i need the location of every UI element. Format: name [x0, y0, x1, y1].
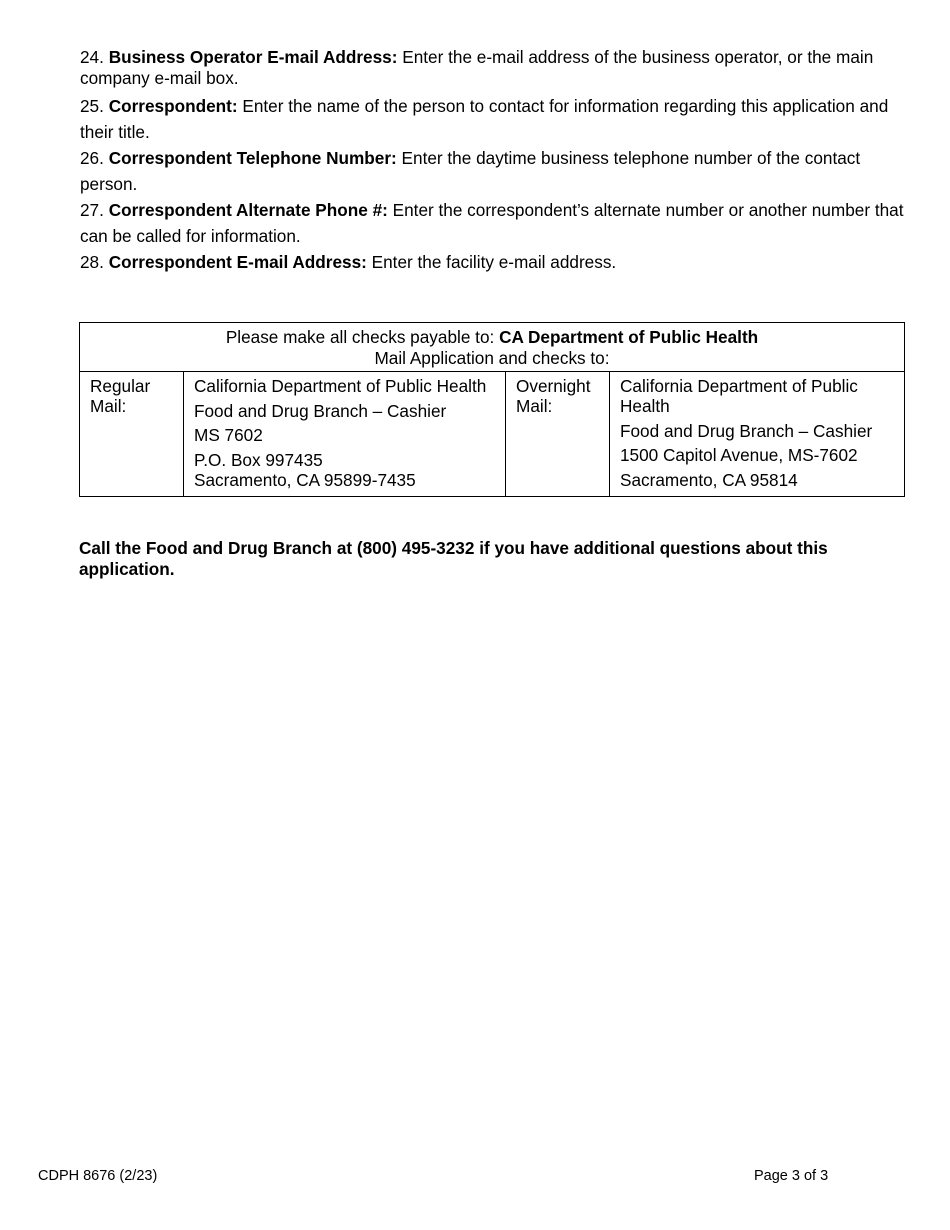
- mail-to-line: Mail Application and checks to:: [374, 348, 610, 368]
- overnight-mail-label: Overnight Mail:: [506, 372, 610, 497]
- instruction-label: Correspondent Telephone Number:: [108, 148, 397, 168]
- address-line: Food and Drug Branch – Cashier: [620, 420, 873, 441]
- address-line: Sacramento, CA 95899-7435: [194, 469, 416, 490]
- instruction-label: Business Operator E-mail Address:: [108, 47, 398, 67]
- address-line: Food and Drug Branch – Cashier: [194, 400, 447, 421]
- mailing-address-row: [80, 372, 905, 497]
- instruction-text: Enter the daytime business telephone number of the contact person.: [80, 148, 861, 194]
- checks-prefix: Please make all checks payable to:: [225, 327, 495, 347]
- page-number: Page 3 of 3: [754, 1168, 829, 1184]
- mailing-header-row: [80, 323, 905, 372]
- mailing-header-cell: [80, 323, 905, 372]
- instruction-item-27: [80, 197, 910, 249]
- instruction-number: 28.: [80, 252, 104, 272]
- address-line: MS 7602: [194, 425, 263, 445]
- mailing-info-table: [79, 322, 905, 497]
- instruction-label: Correspondent:: [108, 96, 238, 116]
- form-id: CDPH 8676 (2/23): [38, 1168, 158, 1184]
- instruction-item-28: [80, 249, 910, 275]
- checks-payable-line: [88, 327, 896, 348]
- instruction-text: Enter the name of the person to contact for information regarding this application and their title.: [80, 96, 889, 142]
- address-line: Sacramento, CA 95814: [620, 469, 798, 490]
- overnight-mail-address: [610, 372, 905, 497]
- instruction-number: 24.: [80, 47, 104, 67]
- instruction-label: Correspondent E-mail Address:: [108, 252, 367, 272]
- instruction-number: 26.: [80, 148, 104, 168]
- regular-mail-address: [184, 372, 506, 497]
- instruction-label: Correspondent Alternate Phone #:: [108, 200, 388, 220]
- address-line: California Department of Public Health: [620, 376, 858, 416]
- instruction-number: 25.: [80, 96, 104, 116]
- address-line: California Department of Public Health: [194, 376, 487, 396]
- instruction-number: 27.: [80, 200, 104, 220]
- instruction-item-26: [80, 145, 910, 197]
- address-line: P.O. Box 997435: [194, 449, 323, 470]
- instruction-text: Enter the facility e-mail address.: [371, 252, 617, 272]
- instruction-item-25: [80, 93, 910, 145]
- instruction-text: Enter the correspondent’s alternate number or another number that can be called for information.: [80, 200, 904, 246]
- checks-payee: CA Department of Public Health: [499, 327, 759, 347]
- instructions-list: [80, 47, 910, 275]
- instruction-item-24: [80, 47, 910, 89]
- instruction-text: Enter the e-mail address of the business operator, or the main company e-mail box.: [80, 47, 874, 88]
- call-branch-note: Call the Food and Drug Branch at (800) 495-3232 if you have additional questions about this application.: [79, 538, 828, 579]
- address-line: 1500 Capitol Avenue, MS-7602: [620, 445, 858, 465]
- regular-mail-label: Regular Mail:: [80, 372, 184, 497]
